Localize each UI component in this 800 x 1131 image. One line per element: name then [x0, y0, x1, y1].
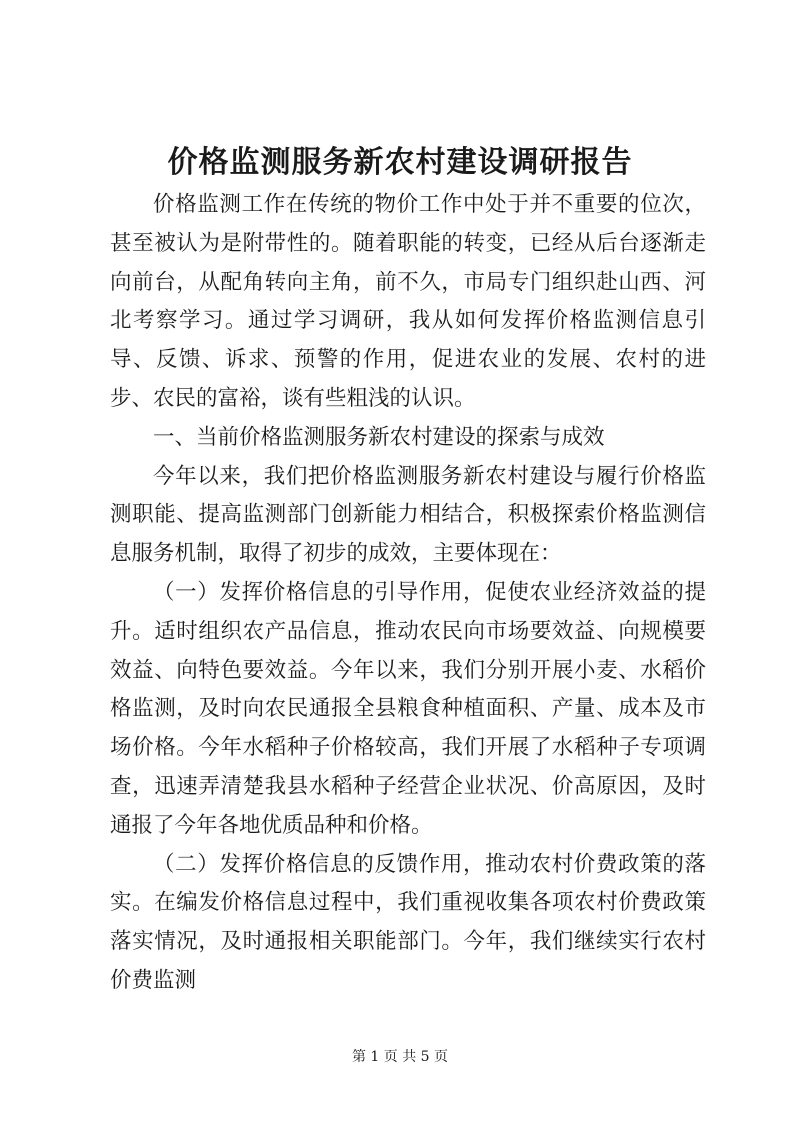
intro-paragraph: 价格监测工作在传统的物价工作中处于并不重要的位次，甚至被认为是附带性的。随着职能的转变，已经从后台逐渐走向前台，从配角转向主角，前不久，市局专门组织赴山西、河北考察学习。通过学习调研，我从如何发挥价格监测信息引导、反馈、诉求、预警的作用，促进农业的发展、农村的进步、农民的富裕，谈有些粗浅的认识。 — [110, 192, 706, 411]
page-number-footer: 第 1 页 共 5 页 — [351, 1049, 449, 1065]
section-intro-paragraph: 今年以来，我们把价格监测服务新农村建设与履行价格监测职能、提高监测部门创新能力相结合，积极探索价格监测信息服务机制，取得了初步的成效，主要体现在： — [110, 463, 706, 567]
section-heading: 一、当前价格监测服务新农村建设的探索与成效 — [153, 424, 605, 450]
document-body — [110, 186, 706, 1001]
subsection-2-paragraph: （二）发挥价格信息的反馈作用，推动农村价费政策的落实。在编发价格信息过程中，我们重视收集各项农村价费政策落实情况，及时通报相关职能部门。今年，我们继续实行农村价费监测 — [110, 851, 706, 993]
document-title: 价格监测服务新农村建设调研报告 — [167, 145, 633, 180]
subsection-1-paragraph: （一）发挥价格信息的引导作用，促使农业经济效益的提升。适时组织农产品信息，推动农民向市场要效益、向规模要效益、向特色要效益。今年以来，我们分别开展小麦、水稻价格监测，及时向农民通报全县粮食种植面积、产量、成本及市场价格。今年水稻种子价格较高，我们开展了水稻种子专项调查，迅速弄清楚我县水稻种子经营企业状况、价高原因，及时通报了今年各地优质品种和价格。 — [110, 579, 706, 838]
